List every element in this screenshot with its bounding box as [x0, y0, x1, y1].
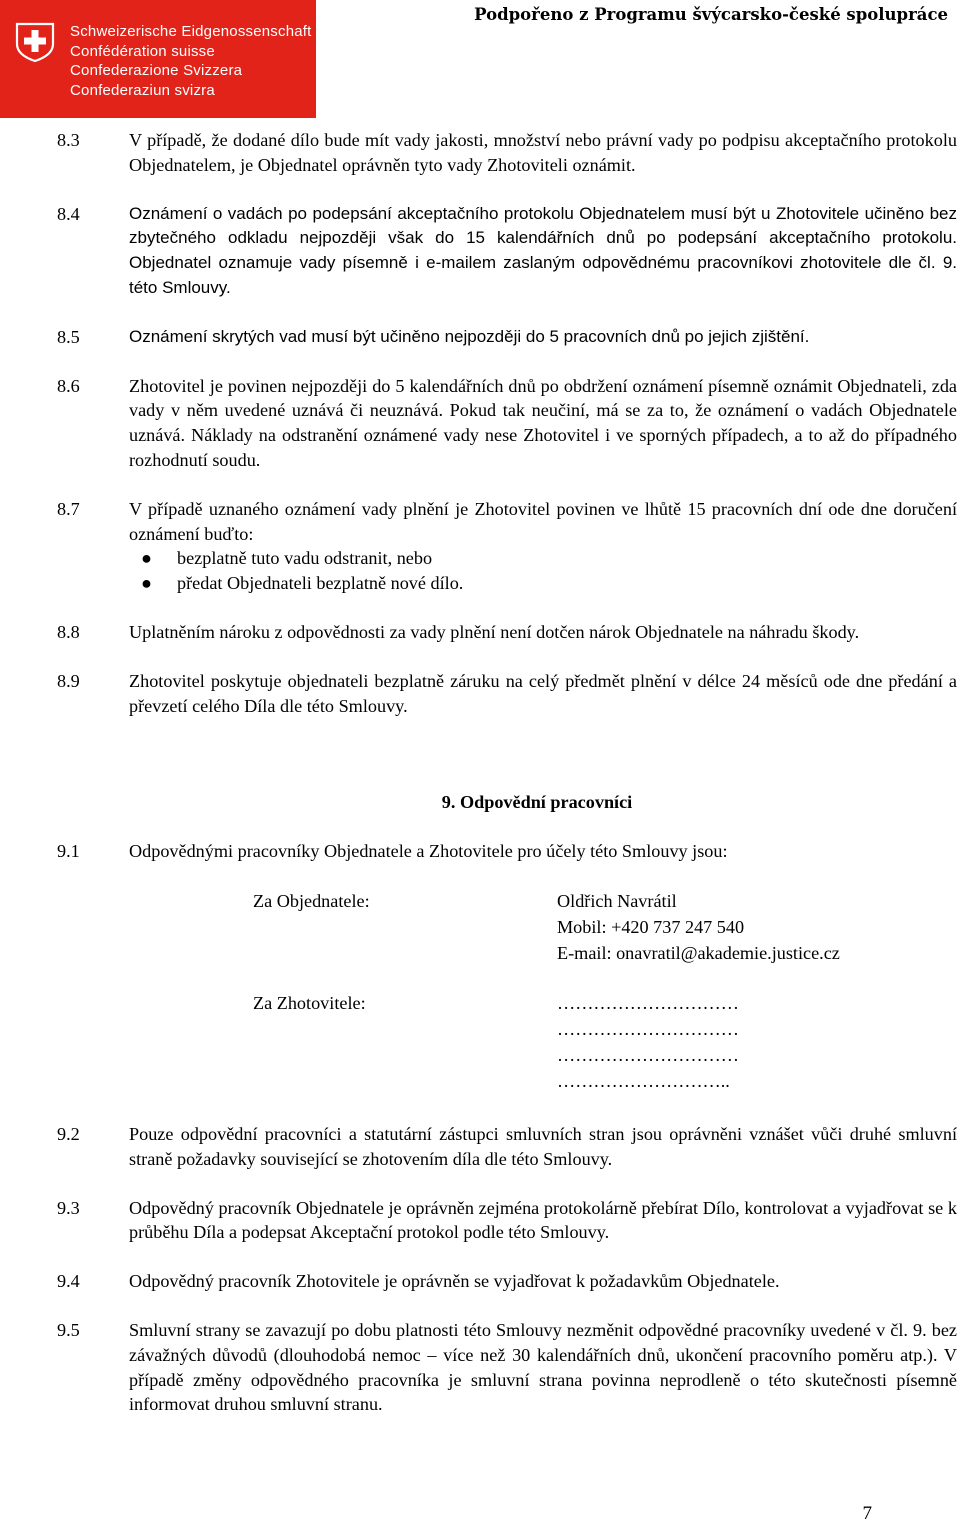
clause-body	[129, 497, 957, 596]
clause-number: 9.2	[57, 1123, 80, 1144]
bullet-icon: ●	[141, 548, 152, 569]
clause-number: 8.9	[57, 670, 80, 691]
clause-text: Oznámení o vadách po podepsání akceptačního protokolu Objednatelem musí být u Zhotovitele učiněno bez zbytečného odkladu nejpozději však do 15 kalendářních dnů po podepsání akceptačního protokolu. Objednatel oznamuje vady písemně i e-mailem zaslaným odpovědnému pracovníkovi zhotovitele dle čl. 9. této Smlouvy.	[129, 203, 957, 297]
logo-line: Confédération suisse	[70, 42, 215, 60]
contact-label: Za Objednatele:	[253, 890, 370, 911]
list-item-text: bezplatně tuto vadu odstranit, nebo	[177, 548, 433, 569]
clause-9-3	[57, 1196, 957, 1246]
clause-number: 8.3	[57, 130, 80, 150]
contact-label: Za Zhotovitele:	[253, 992, 366, 1013]
logo-line: Confederaziun svizra	[70, 81, 215, 99]
clause-8-5	[57, 325, 957, 350]
contacts-table	[253, 888, 957, 1094]
clause-text: Pouze odpovědní pracovníci a statutární zástupci smluvních stran jsou oprávněni vznášet vůči druhé smluvní straně požadavky související se zhotovením díla dle této Smlouvy.	[129, 1123, 957, 1169]
clause-9-1	[57, 839, 957, 864]
clause-8-9	[57, 669, 957, 719]
clause-text: Odpovědný pracovník Objednatele je oprávněn zejména protokolárně přebírat Dílo, kontrolovat a vyjadřovat se k průběhu Díla a podepsat Akceptační protokol podle této Smlouvy.	[129, 1197, 957, 1243]
logo-line: Schweizerische Eidgenossenschaft	[70, 23, 312, 40]
clause-8-3	[57, 128, 957, 178]
clause-number: 9.3	[57, 1197, 80, 1218]
clause-number: 9.1	[57, 841, 80, 862]
clause-text: Zhotovitel je povinen nejpozději do 5 kalendářních dnů po obdržení oznámení písemně oznámit Objednateli, zda vady v něm uvedené uznává či neuznává. Pokud tak neučiní, má se za to, že oznámení o vadách Objednatele uznává. Náklady na odstranění oznámené vady nese Zhotovitel i ve sporných případech, a to až do případného rozhodnutí soudu.	[129, 375, 957, 470]
contact-email: E-mail: onavratil@akademie.justice.cz	[557, 942, 840, 963]
logo-text	[70, 22, 312, 100]
clause-9-4	[57, 1269, 957, 1294]
clause-text: Zhotovitel poskytuje objednateli bezplatně záruku na celý předmět plnění v délce 24 měsíců ode dne předání a převzetí celého Díla dle této Smlouvy.	[129, 670, 957, 716]
clause-number: 8.7	[57, 498, 80, 519]
clause-number: 9.5	[57, 1319, 80, 1340]
clause-8-6	[57, 374, 957, 473]
clause-text: Odpovědný pracovník Zhotovitele je oprávněn se vyjadřovat k požadavkům Objednatele.	[129, 1271, 780, 1292]
contact-value: Oldřich Navrátil	[557, 890, 677, 911]
contact-value: Mobil: +420 737 247 540	[557, 916, 745, 937]
clause-8-8	[57, 620, 957, 645]
contact-value: ………………………..	[557, 1070, 730, 1091]
clause-9-5	[57, 1318, 957, 1417]
list-item	[129, 546, 957, 571]
clause-number: 8.8	[57, 621, 80, 642]
bullet-icon: ●	[141, 573, 152, 594]
clause-text: V případě uznaného oznámení vady plnění je Zhotovitel povinen ve lhůtě 15 pracovních dní ode dne doručení oznámení buďto:	[129, 498, 957, 544]
clause-text: Uplatněním nároku z odpovědnosti za vady plnění není dotčen nárok Objednatele na náhradu škody.	[129, 621, 860, 642]
clause-number: 8.5	[57, 326, 80, 347]
document-body	[57, 128, 957, 1441]
section-title: 9. Odpovědní pracovníci	[441, 792, 633, 813]
clause-text: Smluvní strany se zavazují po dobu platnosti této Smlouvy nezměnit odpovědné pracovníky uvedené v čl. 9. bez závažných důvodů (dlouhodobá nemoc – více než 30 kalendářních dnů, ukončení pracovního poměru atp.). V případě změny odpovědného pracovníka je smluvní strana povinna neprodleně o této skutečnosti písemně informovat druhou smluvní stranu.	[129, 1319, 957, 1415]
contact-value: …………………………	[557, 1018, 739, 1039]
clause-number: 8.4	[57, 203, 80, 224]
clause-number: 8.6	[57, 375, 80, 396]
logo-line: Confederazione Svizzera	[70, 62, 243, 79]
swiss-cross-icon	[14, 22, 56, 62]
support-heading: Podpořeno z Programu švýcarsko-české spolupráce	[474, 5, 948, 24]
page-number: 7	[862, 1503, 872, 1524]
clause-text: V případě, že dodané dílo bude mít vady jakosti, množství nebo právní vady po podpisu akceptačního protokolu Objednatelem, je Objednatel oprávněn tyto vady Zhotoviteli oznámit.	[129, 130, 957, 175]
contact-value: …………………………	[557, 992, 739, 1013]
clause-8-7	[57, 497, 957, 596]
clause-9-2	[57, 1122, 957, 1172]
clause-number: 9.4	[57, 1271, 80, 1292]
clause-text: Odpovědnými pracovníky Objednatele a Zhotovitele pro účely této Smlouvy jsou:	[129, 841, 728, 862]
clause-text: Oznámení skrytých vad musí být učiněno nejpozději do 5 pracovních dnů po jejich zjištění.	[129, 326, 810, 346]
list-item-text: předat Objednateli bezplatně nové dílo.	[177, 573, 464, 594]
clause-8-4	[57, 202, 957, 301]
contact-value: …………………………	[557, 1044, 739, 1065]
list-item	[129, 571, 957, 596]
swiss-confederation-logo	[0, 0, 316, 118]
